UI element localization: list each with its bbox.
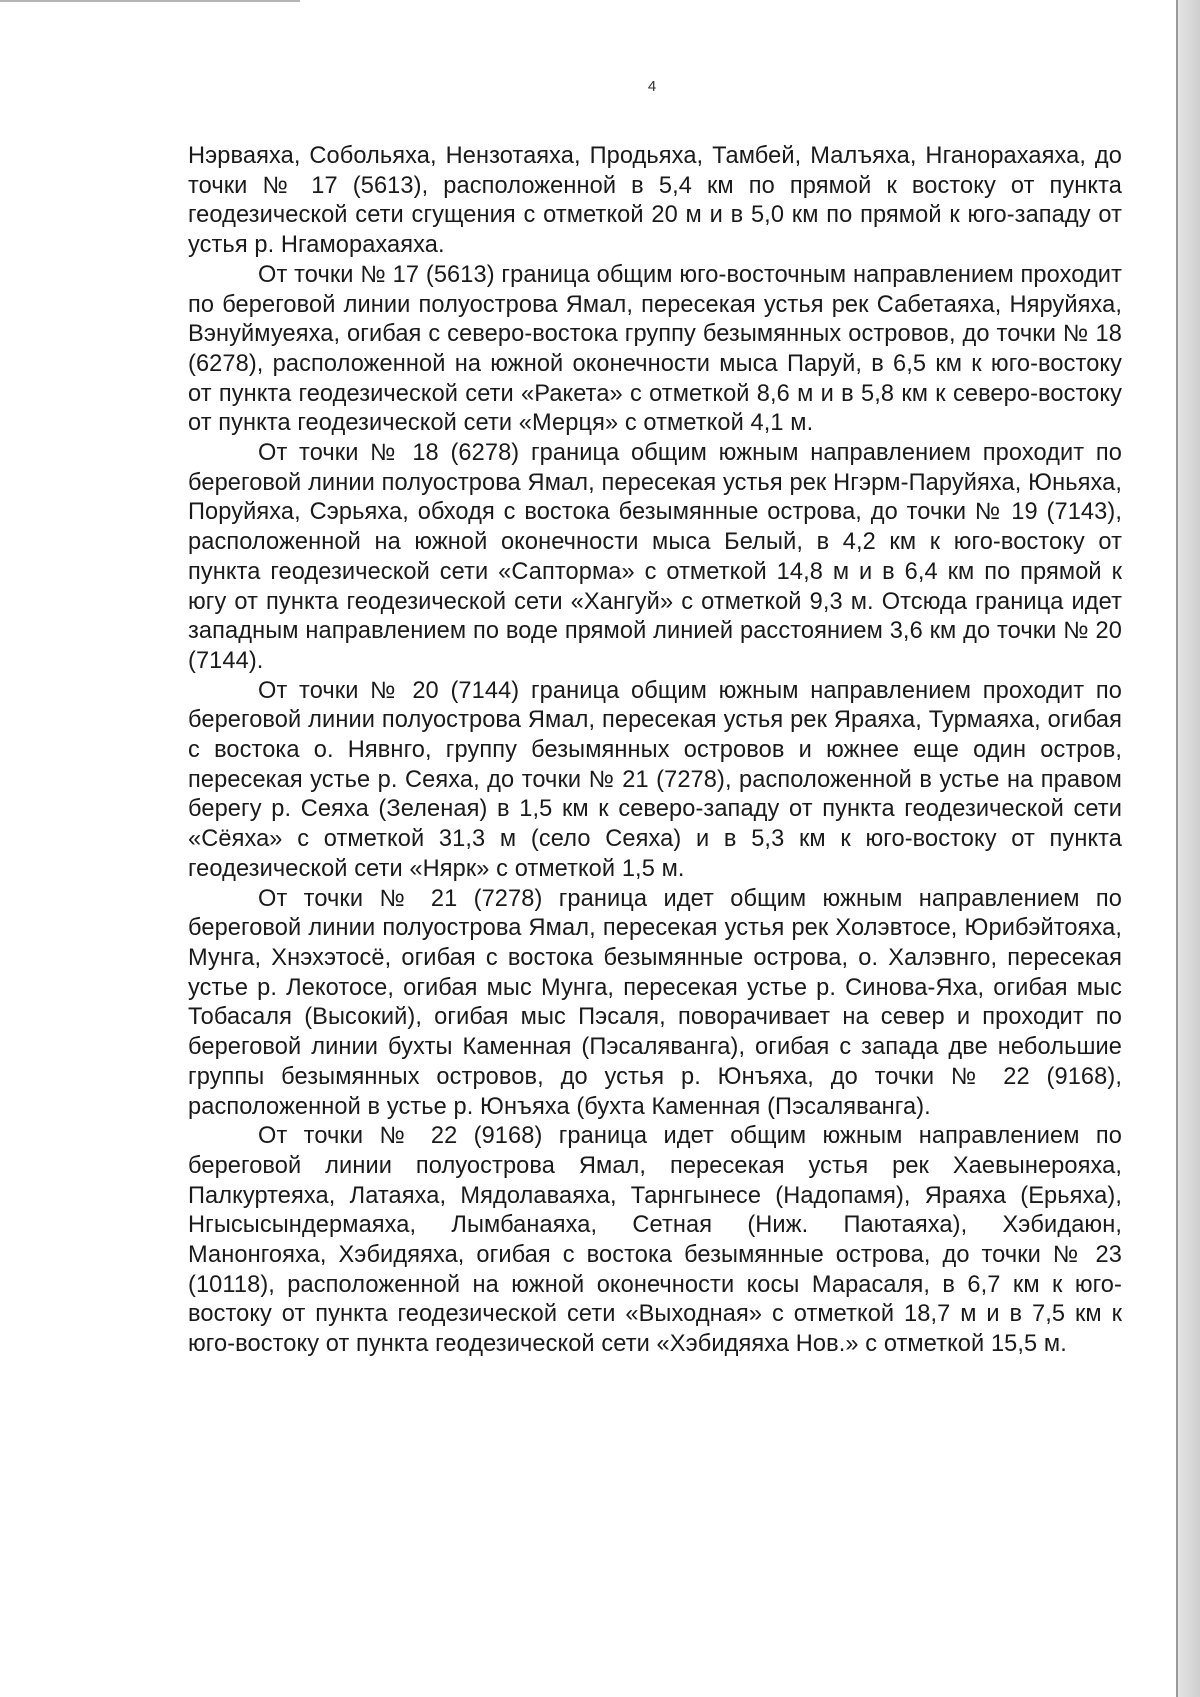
page-number: 4 — [647, 78, 657, 95]
paragraph-6: От точки № 22 (9168) граница идет общим южным направлением по береговой линии полуострова Ямал, пересекая устья рек Хаевынерояха, Палкуртеяха, Латаяха, Мядолаваяха, Тарнгынесе (Надопамя), Яраяха (Ерьяха), Нгысысындермаяха, Лымбанаяха, Сетная (Ниж. Паютаяха), Хэбидаюн, Манонгояха, Хэбидяяха, огибая с востока безымянные острова, до точки № 23 (10118), расположенной на южной оконечности косы Марасаля, в 6,7 км к юго-востоку от пункта геодезической сети «Выходная» с отметкой 18,7 м и в 7,5 км к юго-востоку от пункта геодезической сети «Хэбидяяха Нов.» с отметкой 15,5 м. — [188, 1123, 1122, 1358]
paragraph-3: От точки № 18 (6278) граница общим южным направлением проходит по береговой линии полуострова Ямал, пересекая устья рек Нгэрм-Паруйяха, Юньяха, Поруйяха, Сэрьяха, обходя с востока безымянные острова, до точки № 19 (7143), расположенной на южной оконечности мыса Белый, в 4,2 км к юго-востоку от пункта геодезической сети «Сапторма» с отметкой 14,8 м и в 6,4 км по прямой к югу от пункта геодезической сети «Хангуй» с отметкой 9,3 м. Отсюда граница идет западным направлением по воде прямой линией расстоянием 3,6 км до точки № 20 (7144). — [188, 440, 1122, 674]
scan-edge-top — [0, 0, 300, 2]
paragraph-5: От точки № 21 (7278) граница идет общим южным направлением по береговой линии полуострова Ямал, пересекая устья рек Холэвтосе, Юрибэйтояха, Мунга, Хнэхэтосё, огибая с востока безымянные острова, о. Халэвнго, пересекая устье р. Лекотосе, огибая мыс Мунга, пересекая устье р. Синова-Яха, огибая мыс Тобасаля (Высокий), огибая мыс Пэсаля, поворачивает на север и проходит по береговой линии бухты Каменная (Пэсаляванга), огибая с запада две небольшие группы безымянных островов, до устья р. Юнъяха, до точки № 22 (9168), расположенной в устье р. Юнъяха (бухта Каменная (Пэсаляванга). — [188, 885, 1122, 1120]
body-text — [188, 142, 1122, 1360]
scan-edge-right — [1178, 0, 1200, 1697]
paragraph-1: Нэрваяха, Собольяха, Нензотаяха, Продьяха, Тамбей, Малъяха, Нганорахаяха, до точки № 17 (5613), расположенной в 5,4 км по прямой к востоку от пункта геодезической сети сгущения с отметкой 20 м и в 5,0 км по прямой к юго-западу от устья р. Нгаморахаяха. — [188, 143, 1122, 259]
paragraph-4: От точки № 20 (7144) граница общим южным направлением проходит по береговой линии полуострова Ямал, пересекая устья рек Яраяха, Турмаяха, огибая с востока о. Нявнго, группу безымянных островов и южнее еще один остров, пересекая устье р. Сеяха, до точки № 21 (7278), расположенной в устье на правом берегу р. Сеяха (Зеленая) в 1,5 км к северо-западу от пункта геодезической сети «Сёяха» с отметкой 31,3 м (село Сеяха) и в 5,3 км к юго-востоку от пункта геодезической сети «Нярк» с отметкой 1,5 м. — [188, 677, 1122, 882]
paragraph-2: От точки № 17 (5613) граница общим юго-восточным направлением проходит по береговой линии полуострова Ямал, пересекая устья рек Сабетаяха, Няруйяха, Вэнуймуеяха, огибая с северо-востока группу безымянных островов, до точки № 18 (6278), расположенной на южной оконечности мыса Паруй, в 6,5 км к юго-востоку от пункта геодезической сети «Ракета» с отметкой 8,6 м и в 5,8 км к северо-востоку от пункта геодезической сети «Мерця» с отметкой 4,1 м. — [188, 261, 1122, 437]
